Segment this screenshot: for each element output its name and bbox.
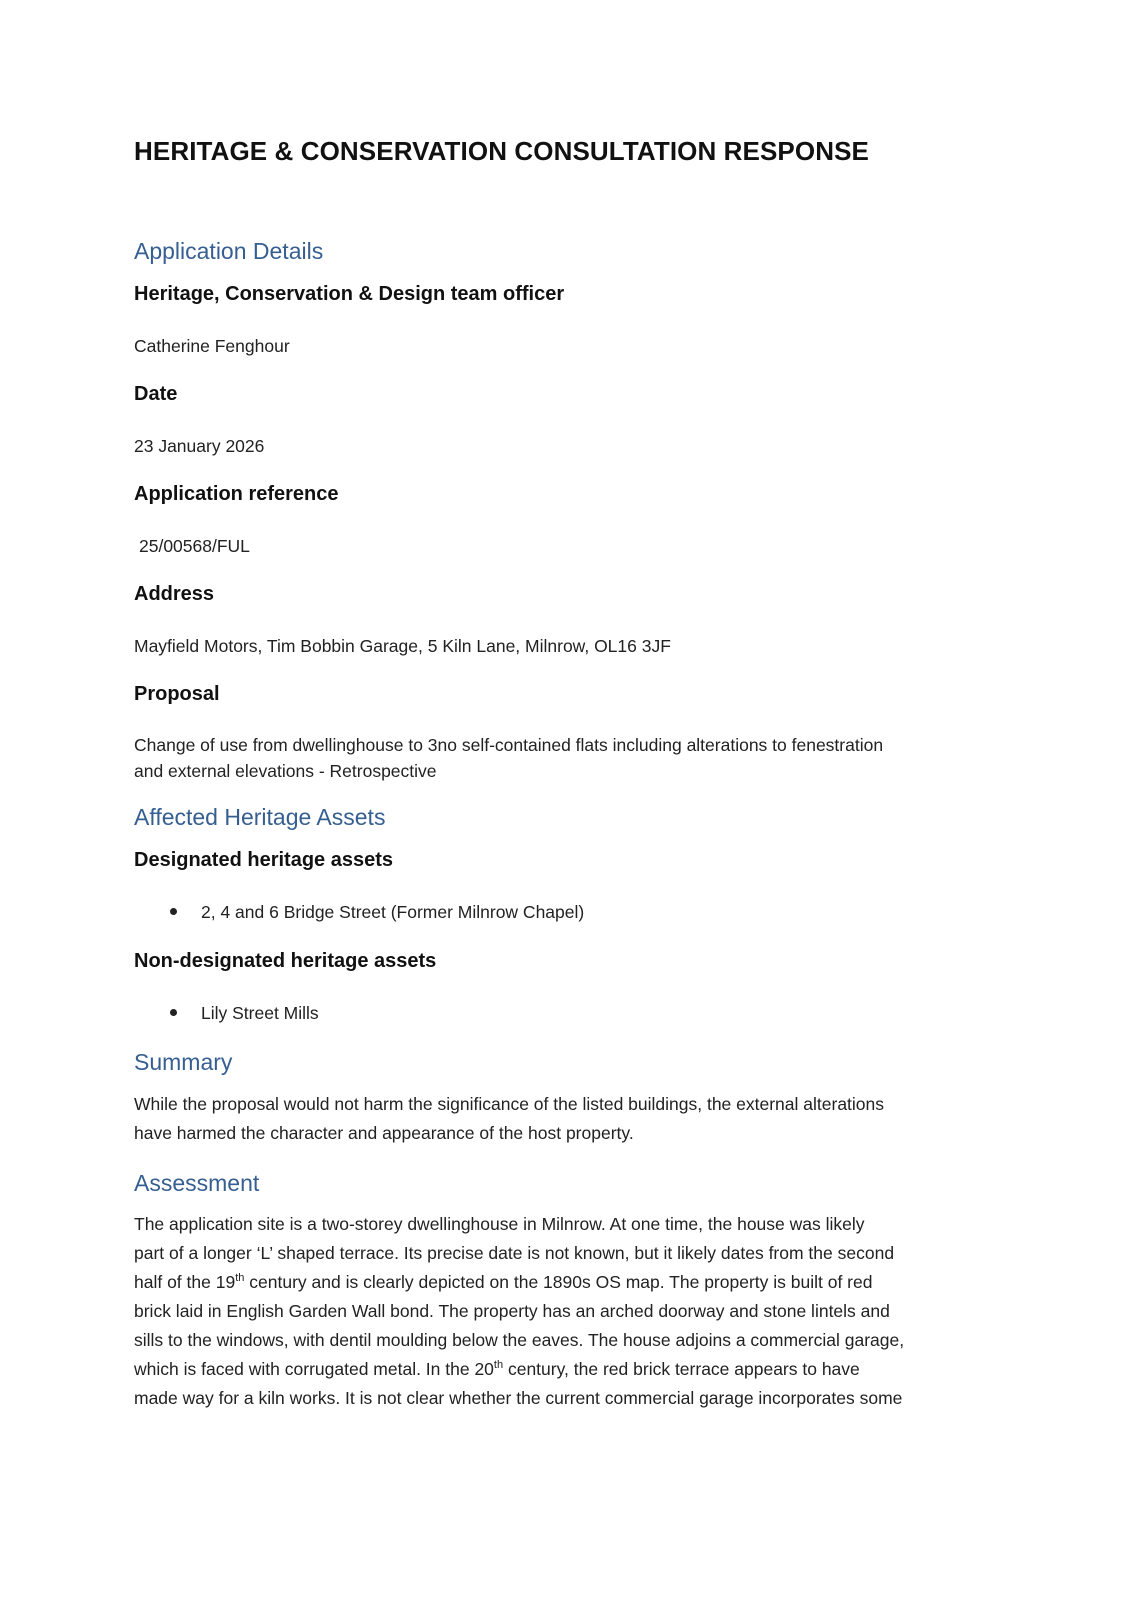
summary-line-2: have harmed the character and appearance of the host property. xyxy=(134,1123,634,1143)
designated-assets-label: Designated heritage assets xyxy=(134,849,393,871)
assessment-line-7: made way for a kiln works. It is not clear whether the current commercial garage incorporates some xyxy=(134,1388,903,1408)
address-value: Mayfield Motors, Tim Bobbin Garage, 5 Kiln Lane, Milnrow, OL16 3JF xyxy=(134,636,671,656)
non-designated-assets-label: Non-designated heritage assets xyxy=(134,950,437,972)
reference-value: 25/00568/FUL xyxy=(139,536,250,556)
affected-assets-heading: Affected Heritage Assets xyxy=(134,804,386,830)
assessment-heading: Assessment xyxy=(134,1170,260,1196)
list-item-text: 2, 4 and 6 Bridge Street (Former Milnrow Chapel) xyxy=(201,902,585,922)
list-item-text: Lily Street Mills xyxy=(201,1003,319,1023)
officer-value: Catherine Fenghour xyxy=(134,336,290,356)
text-span: century and is clearly depicted on the 1890s OS map. The property is built of red xyxy=(244,1272,873,1292)
proposal-label: Proposal xyxy=(134,683,220,705)
reference-label: Application reference xyxy=(134,483,339,505)
text-span: century, the red brick terrace appears to have xyxy=(503,1359,860,1379)
application-details-heading: Application Details xyxy=(134,238,324,264)
text-span: which is faced with corrugated metal. In the 20 xyxy=(134,1359,494,1379)
superscript: th xyxy=(235,1272,245,1285)
date-value: 23 January 2026 xyxy=(134,436,265,456)
designated-asset-item xyxy=(170,900,584,925)
date-label: Date xyxy=(134,383,178,405)
assessment-line-5: sills to the windows, with dentil moulding below the eaves. The house adjoins a commercial garage, xyxy=(134,1330,905,1350)
assessment-line-4: brick laid in English Garden Wall bond. The property has an arched doorway and stone lintels and xyxy=(134,1301,890,1321)
non-designated-asset-item xyxy=(170,1001,319,1026)
summary-heading: Summary xyxy=(134,1049,233,1075)
text-span: half of the 19 xyxy=(134,1272,236,1292)
address-label: Address xyxy=(134,583,215,605)
summary-line-1: While the proposal would not harm the significance of the listed buildings, the external alterations xyxy=(134,1094,885,1114)
assessment-line-2: part of a longer ‘L’ shaped terrace. Its precise date is not known, but it likely dates from the second xyxy=(134,1243,895,1263)
proposal-line-2: and external elevations - Retrospective xyxy=(134,761,437,781)
assessment-line-3 xyxy=(134,1270,872,1295)
superscript: th xyxy=(493,1359,504,1372)
assessment-line-1: The application site is a two-storey dwellinghouse in Milnrow. At one time, the house was likely xyxy=(134,1214,865,1234)
document-title: HERITAGE & CONSERVATION CONSULTATION RESPONSE xyxy=(134,136,869,166)
proposal-line-1: Change of use from dwellinghouse to 3no self-contained flats including alterations to fenestration xyxy=(134,735,884,755)
bullet-icon xyxy=(170,908,177,915)
assessment-line-6 xyxy=(134,1357,860,1382)
bullet-icon xyxy=(170,1009,177,1016)
officer-label: Heritage, Conservation & Design team officer xyxy=(134,283,565,305)
